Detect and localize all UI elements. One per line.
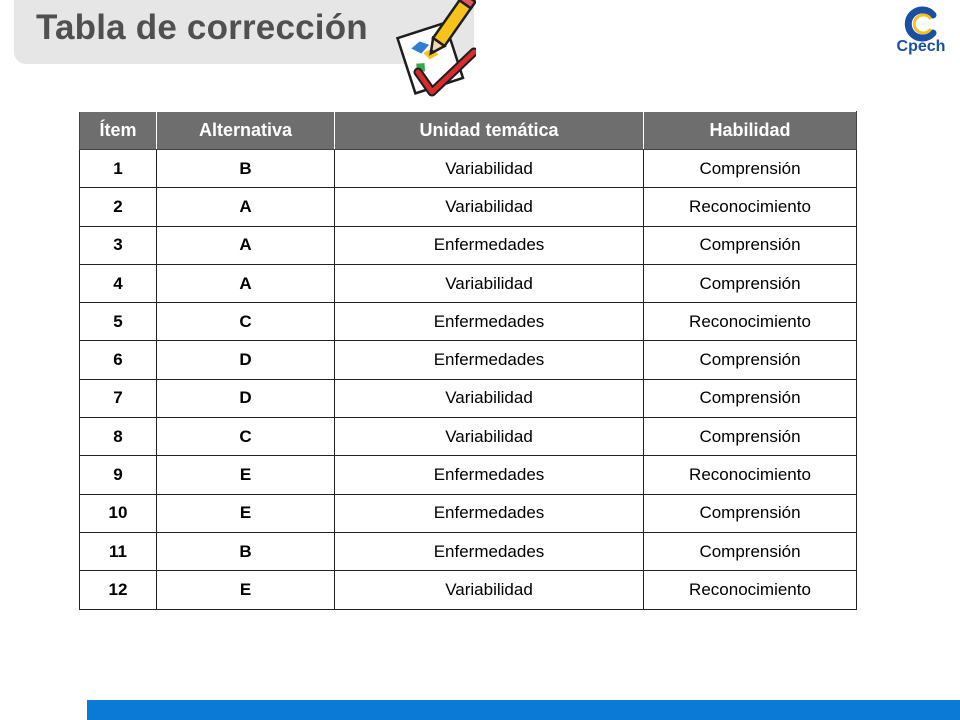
cell-item: 3 [80, 226, 157, 264]
cell-unidad: Variabilidad [335, 571, 644, 609]
column-header-unidad-tematica: Unidad temática [335, 112, 644, 150]
table-row [80, 226, 857, 264]
cell-unidad: Enfermedades [335, 226, 644, 264]
column-header-habilidad: Habilidad [644, 112, 857, 150]
cell-unidad: Enfermedades [335, 456, 644, 494]
cell-item: 11 [80, 532, 157, 570]
cell-habilidad: Comprensión [644, 494, 857, 532]
cell-unidad: Variabilidad [335, 264, 644, 302]
cell-alternativa: E [157, 456, 335, 494]
cell-habilidad: Reconocimiento [644, 456, 857, 494]
cell-alternativa: C [157, 418, 335, 456]
cell-item: 8 [80, 418, 157, 456]
cell-item: 7 [80, 379, 157, 417]
table-row [80, 494, 857, 532]
cell-habilidad: Comprensión [644, 150, 857, 188]
cell-habilidad: Comprensión [644, 226, 857, 264]
cell-habilidad: Comprensión [644, 418, 857, 456]
cell-alternativa: A [157, 264, 335, 302]
cell-unidad: Variabilidad [335, 188, 644, 226]
table-row [80, 341, 857, 379]
cell-unidad: Enfermedades [335, 341, 644, 379]
table-row [80, 303, 857, 341]
cell-habilidad: Comprensión [644, 264, 857, 302]
logo-text: Cpech [896, 38, 946, 55]
cell-alternativa: A [157, 226, 335, 264]
cell-alternativa: E [157, 571, 335, 609]
cell-habilidad: Reconocimiento [644, 303, 857, 341]
cell-habilidad: Reconocimiento [644, 571, 857, 609]
cell-item: 4 [80, 264, 157, 302]
pencil-checkmark-icon [394, 0, 476, 104]
cell-habilidad: Reconocimiento [644, 188, 857, 226]
cell-item: 1 [80, 150, 157, 188]
cell-unidad: Variabilidad [335, 150, 644, 188]
cell-alternativa: D [157, 341, 335, 379]
table-row [80, 188, 857, 226]
cell-habilidad: Comprensión [644, 341, 857, 379]
column-header-item: Ítem [80, 112, 157, 150]
cell-item: 9 [80, 456, 157, 494]
table-row [80, 418, 857, 456]
cell-alternativa: A [157, 188, 335, 226]
cell-habilidad: Comprensión [644, 379, 857, 417]
cell-alternativa: E [157, 494, 335, 532]
footer-bar [87, 700, 960, 720]
cell-unidad: Variabilidad [335, 418, 644, 456]
table-row [80, 150, 857, 188]
table-row [80, 456, 857, 494]
cell-unidad: Enfermedades [335, 303, 644, 341]
column-header-alternativa: Alternativa [157, 112, 335, 150]
cell-habilidad: Comprensión [644, 532, 857, 570]
cell-unidad: Enfermedades [335, 494, 644, 532]
table-row [80, 532, 857, 570]
cell-alternativa: D [157, 379, 335, 417]
cell-unidad: Enfermedades [335, 532, 644, 570]
table-row [80, 264, 857, 302]
cell-alternativa: C [157, 303, 335, 341]
table-row [80, 571, 857, 609]
cell-alternativa: B [157, 150, 335, 188]
correction-table [79, 111, 857, 610]
table-header-row [80, 112, 857, 150]
cell-item: 5 [80, 303, 157, 341]
cell-item: 2 [80, 188, 157, 226]
cell-alternativa: B [157, 532, 335, 570]
cell-unidad: Variabilidad [335, 379, 644, 417]
cpech-logo [890, 4, 952, 66]
table-row [80, 379, 857, 417]
page-title: Tabla de corrección [36, 8, 368, 47]
cell-item: 12 [80, 571, 157, 609]
cell-item: 10 [80, 494, 157, 532]
cell-item: 6 [80, 341, 157, 379]
